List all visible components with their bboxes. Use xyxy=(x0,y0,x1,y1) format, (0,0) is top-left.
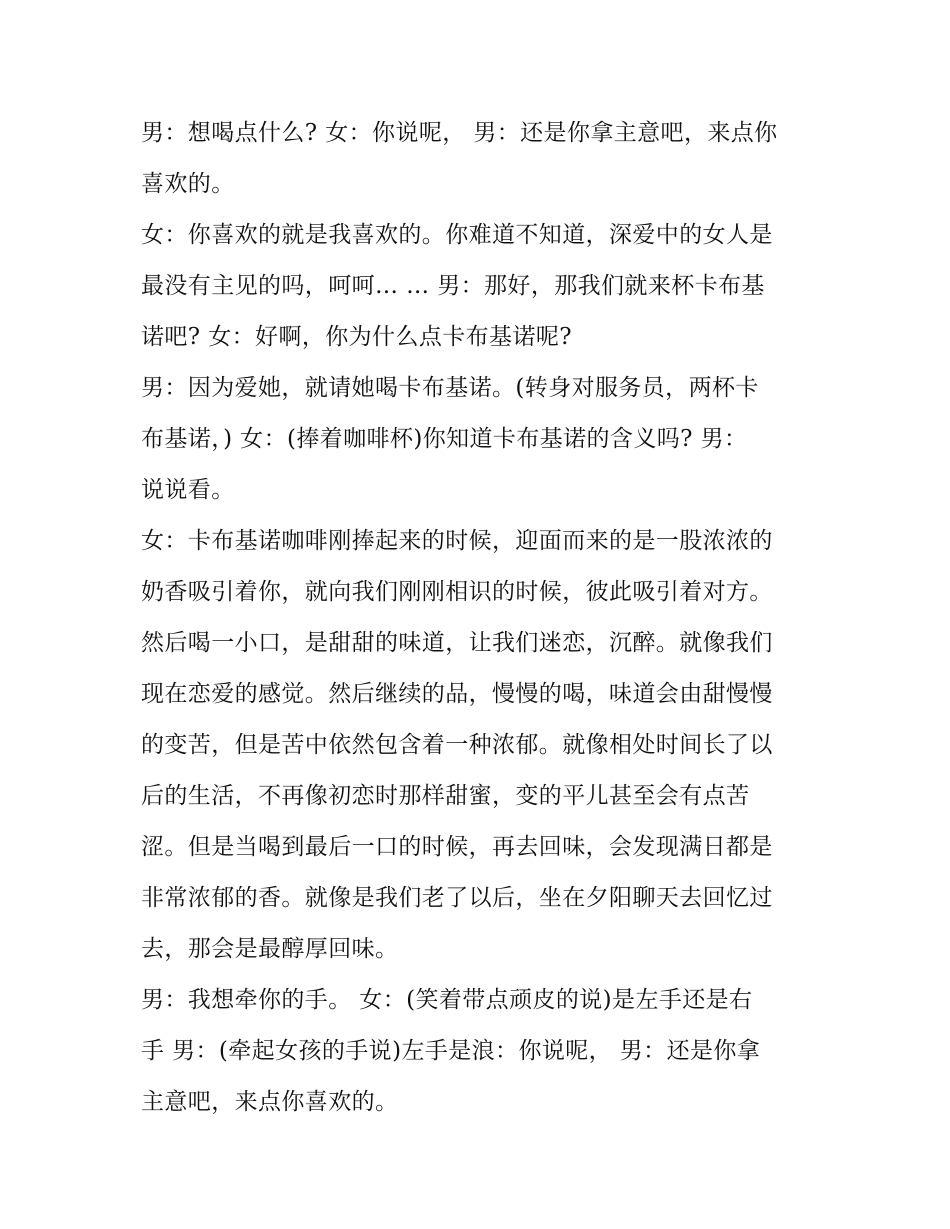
paragraph-5 xyxy=(141,975,817,1128)
text-line: 女：你喜欢的就是我喜欢的。你难道不知道，深爱中的女人是 xyxy=(141,222,773,248)
paragraph-2 xyxy=(141,210,817,363)
text-line: 奶香吸引着你，就向我们刚刚相识的时候，彼此吸引着对方。 xyxy=(141,579,773,605)
text-line: 最没有主见的吗，呵呵… … 男：那好，那我们就来杯卡布基 xyxy=(141,273,765,299)
text-line: 男：我想牵你的手。 女：(笑着带点顽皮的说)是左手还是右 xyxy=(141,987,753,1013)
text-line: 现在恋爱的感觉。然后继续的品，慢慢的喝，味道会由甜慢慢 xyxy=(141,681,773,707)
text-line: 说说看。 xyxy=(141,477,235,503)
text-line: 手 男：(牵起女孩的手说)左手是浪：你说呢， 男：还是你拿 xyxy=(141,1038,761,1064)
text-line: 的变苦，但是苦中依然包含着一种浓郁。就像相处时间长了以 xyxy=(141,732,773,758)
text-line: 去，那会是最醇厚回味。 xyxy=(141,936,399,962)
text-line: 喜欢的。 xyxy=(141,171,235,197)
text-line: 涩。但是当喝到最后一口的时候，再去回味，会发现满日都是 xyxy=(141,834,773,860)
text-line: 布基诺，) 女：(捧着咖啡杯)你知道卡布基诺的含义吗? 男： xyxy=(141,426,748,452)
paragraph-3 xyxy=(141,363,817,516)
text-line: 主意吧，来点你喜欢的。 xyxy=(141,1089,399,1115)
text-line: 男：因为爱她，就请她喝卡布基诺。(转身对服务员，两杯卡 xyxy=(141,375,759,401)
text-line: 诺吧? 女：好啊，你为什么点卡布基诺呢? xyxy=(141,324,572,350)
paragraph-4 xyxy=(141,516,817,975)
text-line: 后的生活，不再像初恋时那样甜蜜，变的平儿甚至会有点苦 xyxy=(141,783,750,809)
text-line: 非常浓郁的香。就像是我们老了以后，坐在夕阳聊天去回忆过 xyxy=(141,885,773,911)
paragraph-1 xyxy=(141,108,817,210)
text-line: 然后喝一小口，是甜甜的味道，让我们迷恋，沉醉。就像我们 xyxy=(141,630,773,656)
text-line: 男：想喝点什么? 女：你说呢， 男：还是你拿主意吧，来点你 xyxy=(141,120,778,146)
text-line: 女：卡布基诺咖啡刚捧起来的时候，迎面而来的是一股浓浓的 xyxy=(141,528,773,554)
document-body xyxy=(141,108,817,1128)
